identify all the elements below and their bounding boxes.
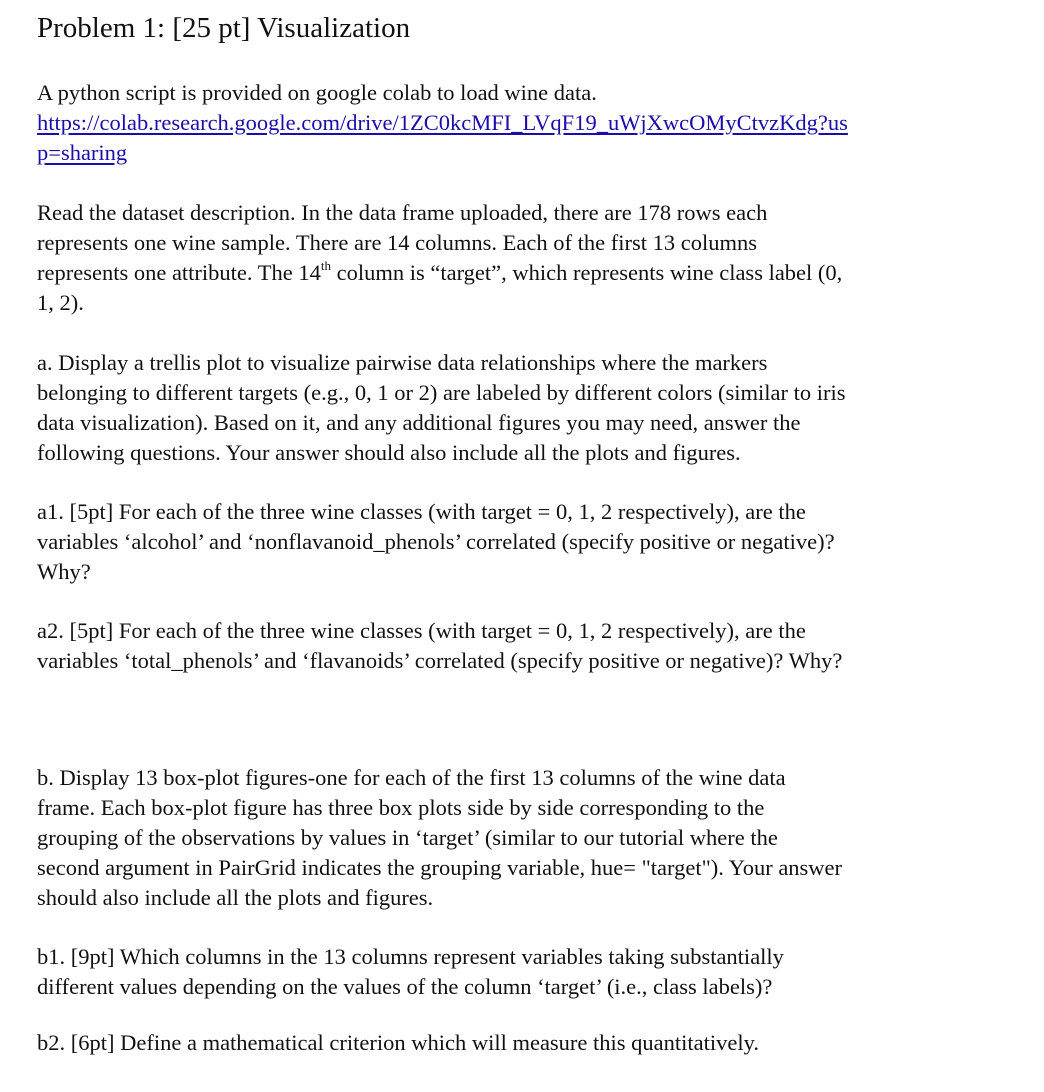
dataset-line-1: Read the dataset description. In the data frame uploaded, there are 178 rows each — [37, 200, 768, 225]
part-b-line-2: frame. Each box-plot figure has three box plots side by side corresponding to the — [37, 795, 765, 820]
ordinal-superscript: th — [320, 258, 331, 273]
dataset-line-3-pre: represents one attribute. The 14 — [37, 260, 321, 285]
part-b-line-1: b. Display 13 box-plot figures-one for each of the first 13 columns of the wine data — [37, 765, 786, 790]
dataset-description — [37, 198, 997, 318]
part-b-line-5: should also include all the plots and figures. — [37, 885, 434, 910]
b1-line-1: b1. [9pt] Which columns in the 13 columns represent variables taking substantially — [37, 944, 784, 969]
question-b2 — [37, 1028, 997, 1058]
b2-line-1: b2. [6pt] Define a mathematical criterion which will measure this quantitatively. — [37, 1030, 760, 1055]
colab-link-line2[interactable]: p=sharing — [37, 140, 128, 165]
dataset-line-3 — [37, 258, 997, 288]
b1-line-2: different values depending on the values of the column ‘target’ (i.e., class labels)? — [37, 974, 773, 999]
a2-line-1: a2. [5pt] For each of the three wine classes (with target = 0, 1, 2 respectively), are the — [37, 618, 806, 643]
document — [37, 10, 997, 1058]
part-a-line-2: belonging to different targets (e.g., 0, 1 or 2) are labeled by different colors (similar to iris — [37, 380, 846, 405]
part-a-line-1: a. Display a trellis plot to visualize pairwise data relationships where the markers — [37, 350, 768, 375]
intro-paragraph — [37, 78, 997, 168]
part-a — [37, 348, 997, 468]
a1-line-3: Why? — [37, 559, 91, 584]
a1-line-2: variables ‘alcohol’ and ‘nonflavanoid_phenols’ correlated (specify positive or negative)? — [37, 529, 835, 554]
a1-line-1: a1. [5pt] For each of the three wine classes (with target = 0, 1, 2 respectively), are the — [37, 499, 806, 524]
dataset-line-3-post: column is “target”, which represents wine class label (0, — [331, 260, 843, 285]
dataset-line-4: 1, 2). — [37, 290, 84, 315]
a2-line-2: variables ‘total_phenols’ and ‘flavanoids’ correlated (specify positive or negative)? Why? — [37, 648, 843, 673]
part-b-line-4: second argument in PairGrid indicates the grouping variable, hue= "target"). Your answer — [37, 855, 843, 880]
part-b-line-3: grouping of the observations by values in ‘target’ (similar to our tutorial where the — [37, 825, 778, 850]
part-a-line-4: following questions. Your answer should also include all the plots and figures. — [37, 440, 741, 465]
part-a-line-3: data visualization). Based on it, and any additional figures you may need, answer the — [37, 410, 801, 435]
question-a2 — [37, 616, 997, 676]
part-b — [37, 763, 997, 913]
problem-title: Problem 1: [25 pt] Visualization — [37, 12, 411, 44]
colab-link[interactable] — [37, 108, 997, 168]
dataset-line-2: represents one wine sample. There are 14 columns. Each of the first 13 columns — [37, 230, 757, 255]
intro-text: A python script is provided on google colab to load wine data. — [37, 80, 597, 105]
question-a1 — [37, 497, 997, 587]
colab-link-line1[interactable]: https://colab.research.google.com/drive/1ZC0kcMFI_LVqF19_uWjXwcOMyCtvzKdg?us — [37, 110, 848, 135]
question-b1 — [37, 942, 997, 1002]
